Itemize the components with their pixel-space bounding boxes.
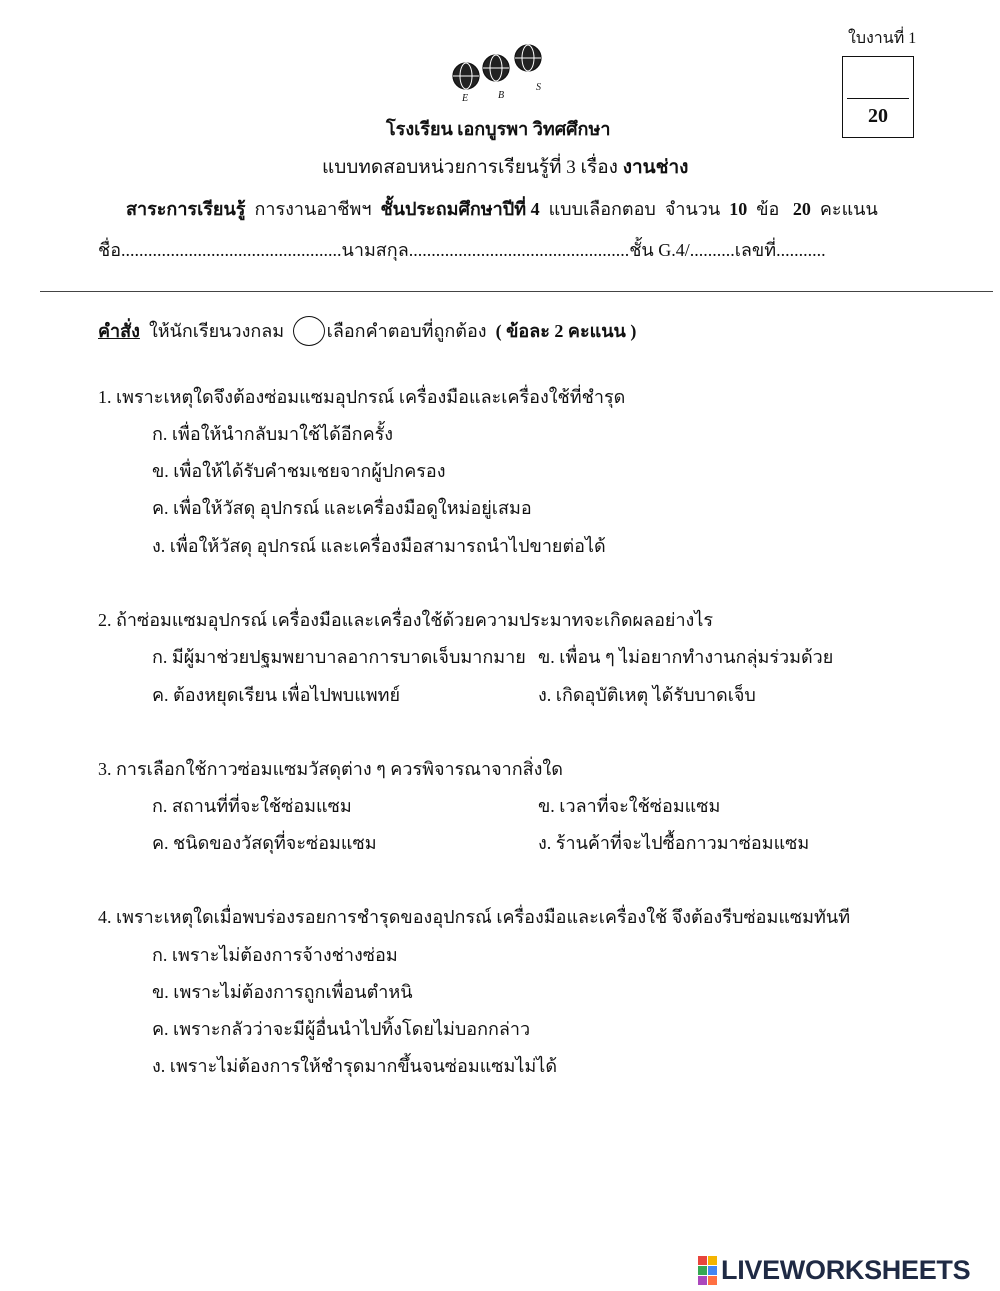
q2-choice-c[interactable]: ค. ต้องหยุดเรียน เพื่อไปพบแพทย์ xyxy=(152,685,401,705)
school-logo xyxy=(448,38,558,106)
test-title-topic: งานช่าง xyxy=(622,157,689,178)
subject-line xyxy=(126,197,878,221)
points-value: 20 xyxy=(792,199,811,219)
q1-choice-b[interactable]: ข. เพื่อให้ได้รับคำชมเชยจากผู้ปกครอง xyxy=(152,461,446,481)
header-divider xyxy=(40,291,993,292)
question-3: 3. การเลือกใช้กาวซ่อมแซมวัสดุต่าง ๆ ควรพิจารณาจากสิ่งใด xyxy=(98,759,563,779)
q3-choice-b[interactable]: ข. เวลาที่จะใช้ซ่อมแซม xyxy=(538,796,721,816)
instruction-label: คำสั่ง xyxy=(98,321,140,342)
test-title xyxy=(322,156,688,180)
question-1: 1. เพราะเหตุใดจึงต้องซ่อมแซมอุปกรณ์ เครื่องมือและเครื่องใช้ที่ชำรุด xyxy=(98,387,626,407)
count-unit: ข้อ xyxy=(747,199,793,219)
subject-label: สาระการเรียนรู้ xyxy=(126,199,246,219)
q2-choice-a[interactable]: ก. มีผู้มาช่วยปฐมพยาบาลอาการบาดเจ็บมากมาย xyxy=(152,647,526,667)
logo-letter-b: B xyxy=(498,90,505,101)
instruction-line xyxy=(98,318,636,348)
q4-choice-c[interactable]: ค. เพราะกลัวว่าจะมีผู้อื่นนำไปทิ้งโดยไม่บอกกล่าว xyxy=(152,1019,531,1039)
liveworksheets-watermark xyxy=(698,1255,970,1285)
points-unit: คะแนน xyxy=(810,199,878,219)
points-note: ( ข้อละ 2 คะแนน ) xyxy=(491,321,637,342)
logo-letter-e: E xyxy=(462,93,469,104)
grade-label: ชั้นประถมศึกษาปีที่ 4 xyxy=(380,199,540,219)
instruction-text-before: ให้นักเรียนวงกลม xyxy=(139,321,289,342)
test-title-prefix: แบบทดสอบหน่วยการเรียนรู้ที่ 3 เรื่อง xyxy=(322,157,623,178)
student-info-line[interactable]: ชื่อ.................................................นามสกุล.................................................ชั้น G.4/..........เลขที่........... xyxy=(98,240,826,260)
instruction-text-after: เลือกคำตอบที่ถูกต้อง xyxy=(326,321,492,342)
q1-choice-c[interactable]: ค. เพื่อให้วัสดุ อุปกรณ์ และเครื่องมือดูใหม่อยู่เสมอ xyxy=(152,498,532,518)
question-2: 2. ถ้าซ่อมแซมอุปกรณ์ เครื่องมือและเครื่องใช้ด้วยความประมาทจะเกิดผลอย่างไร xyxy=(98,610,714,630)
question-count: 10 xyxy=(729,199,748,219)
subject-value: การงานอาชีพฯ xyxy=(245,199,381,219)
circle-icon xyxy=(293,316,325,346)
format-text: แบบเลือกตอบ จำนวน xyxy=(539,199,730,219)
score-blank-line[interactable] xyxy=(847,98,909,99)
liveworksheets-logo-icon xyxy=(698,1256,717,1285)
q3-choice-d[interactable]: ง. ร้านค้าที่จะไปซื้อกาวมาซ่อมแซม xyxy=(538,833,810,853)
liveworksheets-brand: LIVEWORKSHEETS xyxy=(721,1254,971,1285)
logo-letter-s: S xyxy=(536,82,541,93)
q4-choice-d[interactable]: ง. เพราะไม่ต้องการให้ชำรุดมากขึ้นจนซ่อมแซมไม่ได้ xyxy=(152,1056,558,1076)
question-4: 4. เพราะเหตุใดเมื่อพบร่องรอยการชำรุดของอุปกรณ์ เครื่องมือและเครื่องใช้ จึงต้องรีบซ่อมแซมทันที xyxy=(98,907,851,927)
q3-choice-c[interactable]: ค. ชนิดของวัสดุที่จะซ่อมแซม xyxy=(152,833,377,853)
q1-choice-a[interactable]: ก. เพื่อให้นำกลับมาใช้ได้อีกครั้ง xyxy=(152,424,394,444)
q1-choice-d[interactable]: ง. เพื่อให้วัสดุ อุปกรณ์ และเครื่องมือสามารถนำไปขายต่อได้ xyxy=(152,536,606,556)
q4-choice-b[interactable]: ข. เพราะไม่ต้องการถูกเพื่อนตำหนิ xyxy=(152,982,413,1002)
score-box xyxy=(842,56,914,138)
q2-choice-d[interactable]: ง. เกิดอุบัติเหตุ ได้รับบาดเจ็บ xyxy=(538,685,756,705)
sheet-number: ใบงานที่ 1 xyxy=(848,30,917,47)
q4-choice-a[interactable]: ก. เพราะไม่ต้องการจ้างช่างซ่อม xyxy=(152,945,398,965)
total-score: 20 xyxy=(868,105,888,127)
q3-choice-a[interactable]: ก. สถานที่ที่จะใช้ซ่อมแซม xyxy=(152,796,352,816)
school-name: โรงเรียน เอกบูรพา วิทศศึกษา xyxy=(386,119,611,139)
q2-choice-b[interactable]: ข. เพื่อน ๆ ไม่อยากทำงานกลุ่มร่วมด้วย xyxy=(538,647,834,667)
